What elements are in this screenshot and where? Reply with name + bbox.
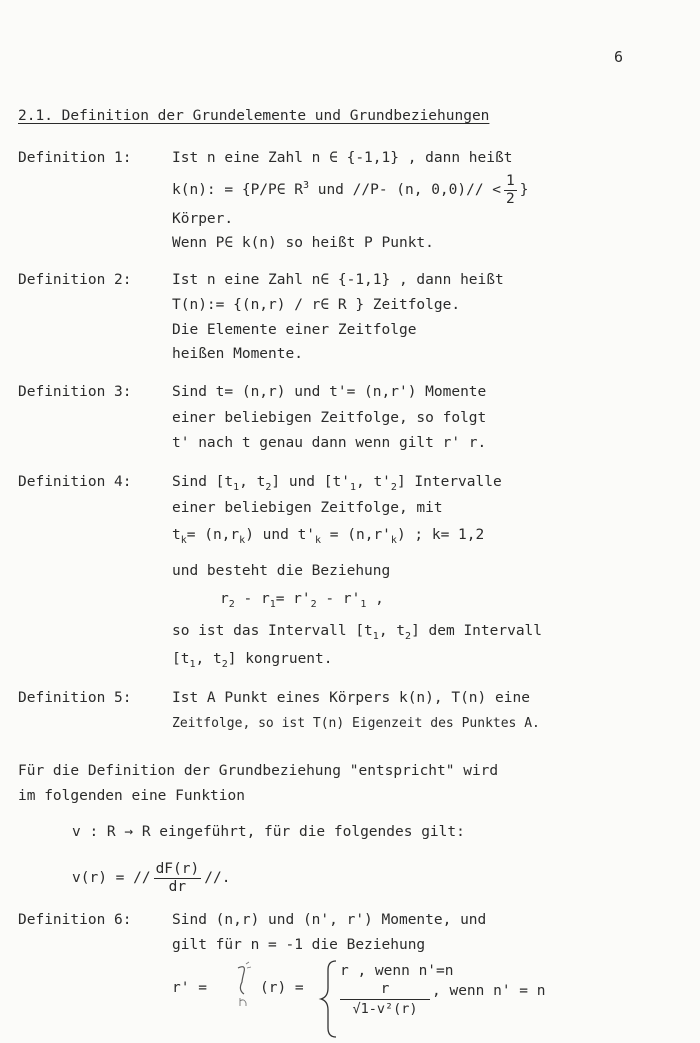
definition-2-line-2: T(n):= {(n,r) / r∈ R } Zeitfolge. <box>172 297 461 313</box>
definition-4-line-3: $t_k= (n,r_k)$ und $t'_k = (n,r'_k)$ ; k= 1,2 <box>172 527 485 546</box>
velocity-formula: v(r) = // $\frac{dF(r)}{dr}$ //. <box>72 861 231 895</box>
operator-symbol-icon <box>232 960 256 1008</box>
definition-6-operator-text: (r) = <box>260 980 304 996</box>
derivative-fraction: $\frac{dF(r)}{dr}$ <box>155 861 200 895</box>
case-brace-icon <box>318 958 338 1040</box>
definition-4-line-1: Sind [$t_1$, $t_2$] und [$t'_1$, $t'_2$] Intervalle <box>172 474 502 493</box>
definition-1-line-3: Körper. <box>172 211 234 227</box>
definition-6-label: Definition 6: <box>18 912 132 928</box>
definition-6-line-1: Sind (n,r) und (n', r') Momente, und <box>172 912 487 928</box>
paragraph-line-2: im folgenden eine Funktion <box>18 788 245 804</box>
page-number: 6 <box>614 48 624 66</box>
definition-4-line-6: so ist das Intervall [$t_1$, $t_2$] dem Intervall <box>172 623 543 642</box>
definition-2-label: Definition 2: <box>18 272 132 288</box>
section-heading: 2.1. Definition der Grundelemente und Grundbeziehungen <box>18 108 490 124</box>
case-fraction-numerator: r <box>340 982 430 1000</box>
definition-5-line-1: Ist A Punkt eines Körpers k(n), T(n) eine <box>172 690 530 706</box>
definition-2-line-1: Ist n eine Zahl n∈ {-1,1} , dann heißt <box>172 272 504 288</box>
definition-3-line-3: t' nach t genau dann wenn gilt r' r. <box>172 435 487 451</box>
definition-4-label: Definition 4: <box>18 474 132 490</box>
definition-3-line-2: einer beliebigen Zeitfolge, so folgt <box>172 410 487 426</box>
definition-5-line-2: Zeitfolge, so ist T(n) Eigenzeit des Punktes A. <box>172 716 540 731</box>
definition-3-label: Definition 3: <box>18 384 132 400</box>
definition-5-label: Definition 5: <box>18 690 132 706</box>
case-line-2-condition: , wenn n' = n <box>432 983 546 999</box>
definition-4-line-7: [$t_1$, $t_2$] kongruent. <box>172 651 333 670</box>
case-fraction <box>340 982 430 1016</box>
paragraph-line-1: Für die Definition der Grundbeziehung "entspricht" wird <box>18 763 499 779</box>
case-fraction-denominator: √1-v²(r) <box>352 1000 418 1017</box>
definition-6-formula-lhs: r' = <box>172 980 207 996</box>
definition-2-line-3: Die Elemente einer Zeitfolge <box>172 322 417 338</box>
definition-1-line-4: Wenn P∈ k(n) so heißt P Punkt. <box>172 235 434 251</box>
one-half-fraction: $\frac{1}{2}$ <box>506 173 515 207</box>
definition-1-line-2: k(n): = {P/P∈ $R^3$ und //P- (n, 0,0)// < $\frac{1}{2}$ } <box>172 173 529 207</box>
definition-1-label: Definition 1: <box>18 150 132 166</box>
definition-4-equation: $r_2 - r_1= r'_2 - r'_1$ , <box>220 591 384 610</box>
definition-4-line-4: und besteht die Beziehung <box>172 563 391 579</box>
definition-6-line-2: gilt für n = -1 die Beziehung <box>172 937 426 953</box>
definition-2-line-4: heißen Momente. <box>172 346 303 362</box>
case-line-1: r , wenn n'=n <box>340 963 454 979</box>
function-intro-line: v : R → R eingeführt, für die folgendes gilt: <box>72 824 465 840</box>
definition-4-line-2: einer beliebigen Zeitfolge, mit <box>172 500 443 516</box>
definition-3-line-1: Sind t= (n,r) und t'= (n,r') Momente <box>172 384 487 400</box>
definition-1-line-1: Ist n eine Zahl n ∈ {-1,1} , dann heißt <box>172 150 513 166</box>
